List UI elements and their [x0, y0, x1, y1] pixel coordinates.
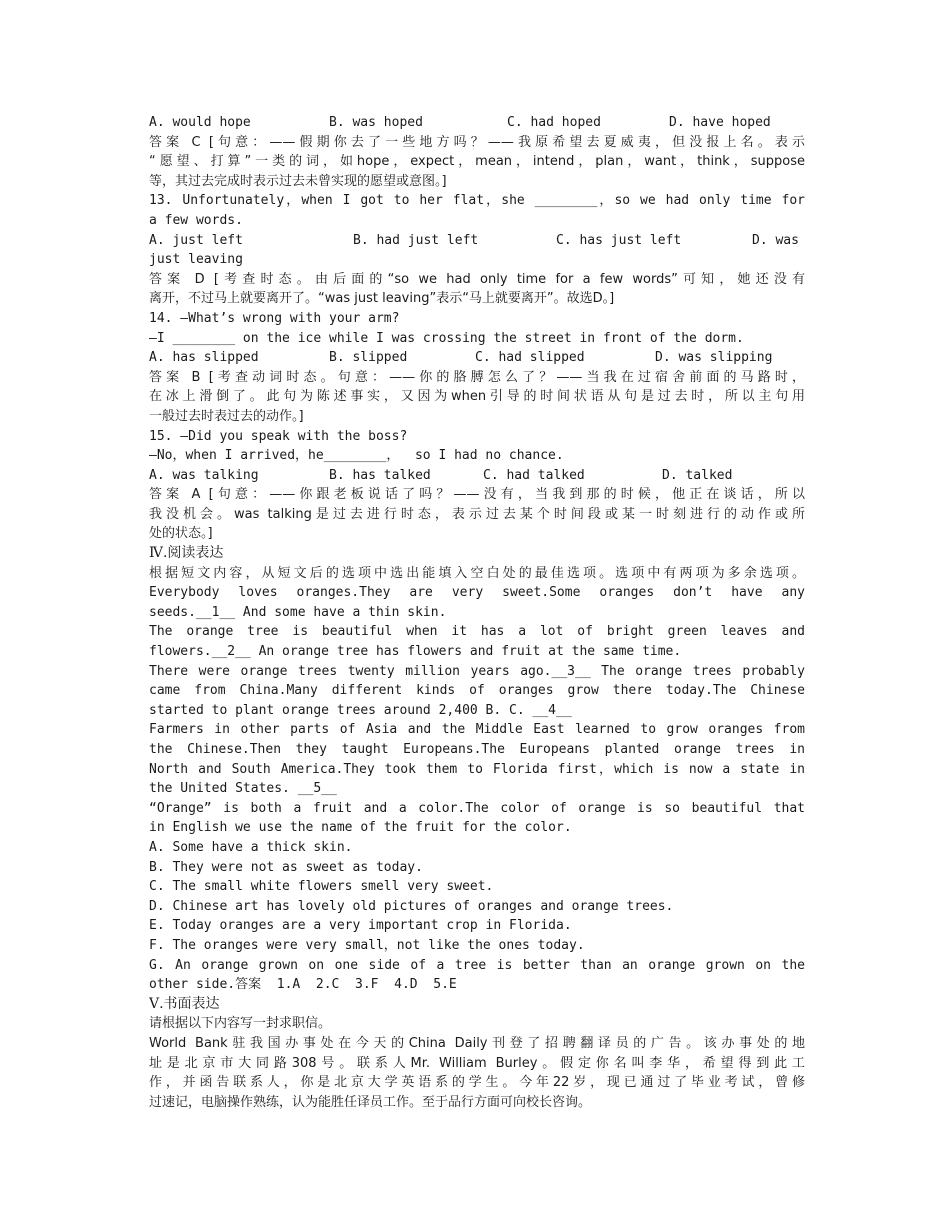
section-5-text-line: 作，并函告联系人，你是北京大学英语系的学生。今年22岁，现已通过了毕业考试，曾修: [149, 1075, 805, 1091]
q15-stem-line: —No，when I arrived，he________， so I had no chance.: [149, 448, 564, 464]
q15-option-b: B. has talked: [329, 467, 431, 483]
q12-option-a: A. would hope: [149, 115, 251, 130]
section-5-text-line: World Bank驻我国办事处在今天的China Daily刊登了招聘翻译员的广告。该办事处的地: [149, 1035, 805, 1051]
q12-answer-line: 答案 C [句意：——假期你去了一些地方吗？——我原希望去夏威夷，但没报上名。表示: [149, 134, 805, 150]
choice-c: C. The small white flowers smell very sweet.: [149, 879, 494, 895]
q13-option-b: B. had just left: [353, 232, 479, 248]
passage-line: came from China.Many different kinds of oranges grow there today.The Chinese: [149, 683, 805, 699]
q12-answer-line: 等，其过去完成时表示过去未曾实现的愿望或意图。]: [149, 173, 447, 189]
q12-option-c: C. had hoped: [507, 115, 601, 130]
choice-d: D. Chinese art has lovely old pictures of oranges and orange trees.: [149, 898, 674, 914]
q12-answer-line: “愿望、打算”一类的词，如hope，expect，mean，intend，plan，want，think，suppose: [149, 154, 805, 170]
passage-line: the United States. __5__: [149, 781, 337, 797]
q15-answer-line: 我没机会。was talking是过去进行时态，表示过去某个时间段或某一时刻进行的动作或所: [149, 506, 805, 522]
passage-line: the Chinese.Then they taught Europeans.The Europeans planted orange trees in: [149, 742, 805, 757]
q14-stem-line: —I ________ on the ice while I was crossing the street in front of the dorm.: [149, 330, 744, 346]
passage-line: “Orange” is both a fruit and a color.The color of orange is so beautiful that: [149, 800, 805, 816]
q14-answer-line: 一般过去时表过去的动作。]: [149, 408, 304, 424]
q15-stem-line: 15. —Did you speak with the boss?: [149, 428, 408, 444]
passage-line: There were orange trees twenty million years ago.__3__ The orange trees probably: [149, 663, 805, 679]
q14-answer-line: 答案 B [考查动词时态。句意：——你的胳膊怎么了？——当我在过宿舍前面的马路时，: [149, 369, 805, 385]
choice-g-continuation-answer: other side.答案 1.A 2.C 3.F 4.D 5.E: [149, 977, 457, 993]
choice-e: E. Today oranges are a very important crop in Florida.: [149, 918, 572, 934]
passage-line: seeds.__1__ And some have a thin skin.: [149, 604, 447, 620]
passage-line: North and South America.They took them to Florida first，which is now a state in: [149, 761, 805, 777]
section-5-instruction: 请根据以下内容写一封求职信。: [149, 1016, 332, 1032]
q13-stem-line: 13. Unfortunately，when I got to her flat，she ________，so we had only time for: [149, 193, 805, 209]
q13-answer-line: 答案 D [考查时态。由后面的“so we had only time for a few words”可知，她还没有: [149, 271, 805, 287]
q14-option-d: D. was slipping: [655, 350, 773, 366]
q13-option-c: C. has just left: [556, 232, 682, 248]
q13-option-continuation: just leaving: [149, 252, 243, 268]
section-4-title: Ⅳ.阅读表达: [149, 545, 224, 562]
q14-option-a: A. has slipped: [149, 350, 259, 366]
passage-line: The orange tree is beautiful when it has a lot of bright green leaves and: [149, 624, 805, 640]
passage-line: flowers.__2__ An orange tree has flowers and fruit at the same time.: [149, 644, 682, 660]
q14-options: [149, 348, 805, 368]
q13-answer-line: 离开，不过马上就要离开了。“was just leaving”表示“马上就要离开”。故选D。]: [149, 291, 615, 307]
choice-f: F. The oranges were very small，not like the ones today.: [149, 937, 585, 953]
q13-stem-line: a few words.: [149, 212, 243, 228]
section-5-title: Ⅴ.书面表达: [149, 995, 220, 1012]
q15-option-c: C. had talked: [483, 467, 585, 483]
passage-line: in English we use the name of the fruit for the color.: [149, 820, 572, 836]
q12-option-b: B. was hoped: [329, 115, 423, 130]
q13-options: [149, 231, 805, 251]
passage-line: Farmers in other parts of Asia and the Middle East learned to grow oranges from: [149, 722, 805, 738]
q15-options: [149, 466, 805, 486]
section-5-text-line: 过速记，电脑操作熟练，认为能胜任译员工作。至于品行方面可向校长咨询。: [149, 1094, 592, 1110]
q13-option-a: A. just left: [149, 232, 243, 248]
q14-option-c: C. had slipped: [475, 350, 585, 366]
choice-g: G. An orange grown on one side of a tree is better than an orange grown on the: [149, 957, 805, 973]
choice-a: A. Some have a thick skin.: [149, 839, 353, 855]
q15-option-d: D. talked: [662, 467, 733, 483]
section-5-text-line: 址是北京市大同路308号。联系人Mr. William Burley。假定你名叫李华，希望得到此工: [149, 1055, 805, 1071]
q15-answer-line: 答案 A [句意：——你跟老板说话了吗？——没有，当我到那的时候，他正在谈话，所以: [149, 487, 805, 503]
q15-option-a: A. was talking: [149, 467, 259, 483]
passage-line: Everybody loves oranges.They are very sweet.Some oranges don’t have any: [149, 585, 805, 601]
passage-line: started to plant orange trees around 2,400 B. C. __4__: [149, 702, 572, 718]
q13-option-d: D. was: [752, 232, 799, 248]
section-4-instruction: 根据短文内容，从短文后的选项中选出能填入空白处的最佳选项。选项中有两项为多余选项。: [149, 565, 805, 581]
q12-options: [149, 113, 805, 133]
q14-stem-line: 14. —What’s wrong with your arm?: [149, 310, 400, 326]
q12-option-d: D. have hoped: [669, 115, 771, 130]
q14-option-b: B. slipped: [329, 350, 408, 366]
choice-b: B. They were not as sweet as today.: [149, 859, 423, 875]
q14-answer-line: 在冰上滑倒了。此句为陈述事实，又因为when引导的时间状语从句是过去时，所以主句用: [149, 389, 805, 405]
document-page: [149, 113, 805, 1112]
q15-answer-line: 处的状态。]: [149, 526, 213, 542]
